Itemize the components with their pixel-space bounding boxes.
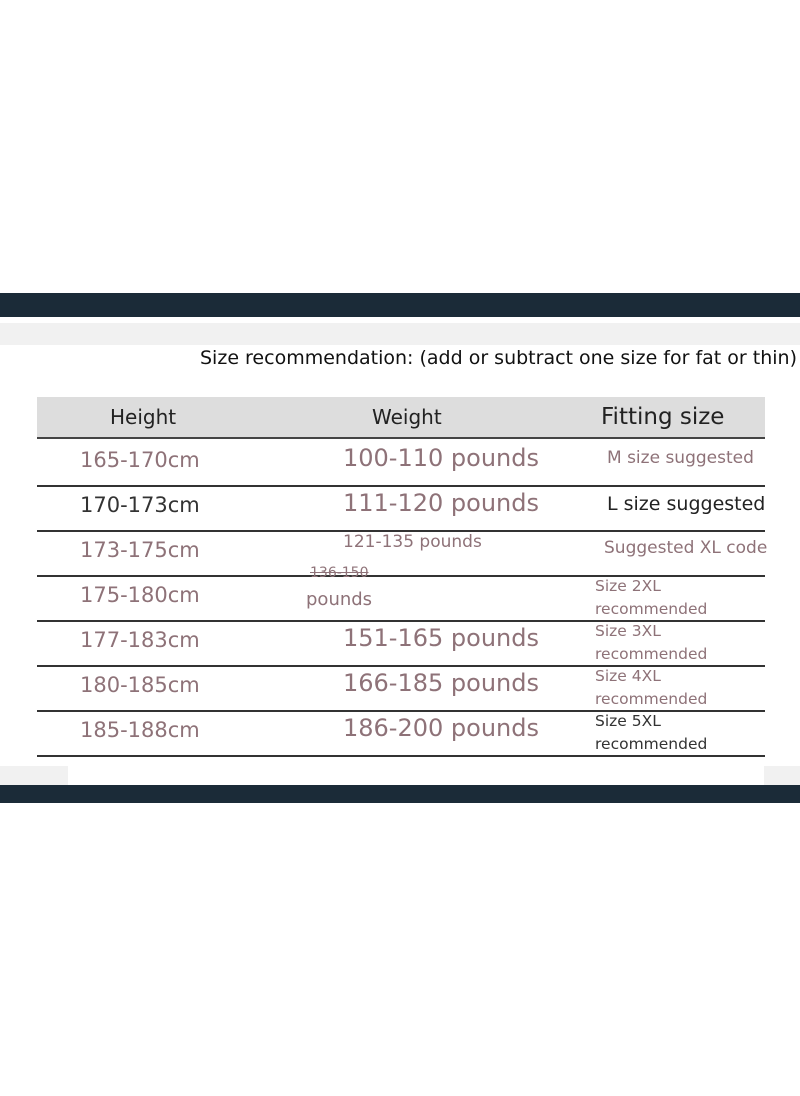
weight-struck-value: 136-150 — [310, 565, 369, 581]
height-cell: 175-180cm — [80, 583, 200, 607]
header-weight: Weight — [372, 405, 442, 429]
height-cell: 173-175cm — [80, 538, 200, 562]
weight-cell: 166-185 pounds — [343, 669, 539, 697]
fitting-size-cell: Suggested XL code — [604, 538, 768, 558]
weight-cell: 186-200 pounds — [343, 714, 539, 742]
fitting-size-cell: Size 4XL recommended — [595, 667, 708, 708]
table-row — [37, 620, 765, 667]
height-cell: 177-183cm — [80, 628, 200, 652]
height-cell: 180-185cm — [80, 673, 200, 697]
height-cell: 165-170cm — [80, 448, 200, 472]
table-row — [37, 575, 765, 622]
weight-cell: 100-110 pounds — [343, 444, 539, 472]
height-cell: 170-173cm — [80, 493, 200, 517]
header-fitting-size: Fitting size — [601, 404, 725, 430]
height-cell: 185-188cm — [80, 718, 200, 742]
top-gray-strip — [0, 323, 800, 345]
table-row — [37, 710, 765, 757]
bottom-banner-bar — [0, 785, 800, 803]
weight-continuation: pounds — [306, 589, 373, 610]
weight-cell: 151-165 pounds — [343, 624, 539, 652]
bottom-gray-strip-right — [764, 766, 800, 785]
table-row — [37, 440, 765, 487]
fitting-size-cell: Size 3XL recommended — [595, 622, 708, 663]
weight-cell: 121-135 pounds — [343, 532, 482, 552]
fitting-size-cell: Size 5XL recommended — [595, 712, 708, 753]
fitting-size-cell: L size suggested — [607, 493, 766, 515]
table-header — [37, 397, 765, 439]
bottom-gray-strip-left — [0, 766, 68, 785]
weight-cell: 111-120 pounds — [343, 489, 539, 517]
table-row — [37, 485, 765, 532]
fitting-size-cell: Size 2XL recommended — [595, 577, 708, 618]
top-banner-bar — [0, 293, 800, 317]
table-row — [37, 665, 765, 712]
fitting-size-cell: M size suggested — [607, 448, 754, 468]
header-height: Height — [110, 405, 177, 429]
size-recommendation-note: Size recommendation: (add or subtract one size for fat or thin) — [200, 347, 797, 369]
table-row — [37, 530, 768, 577]
